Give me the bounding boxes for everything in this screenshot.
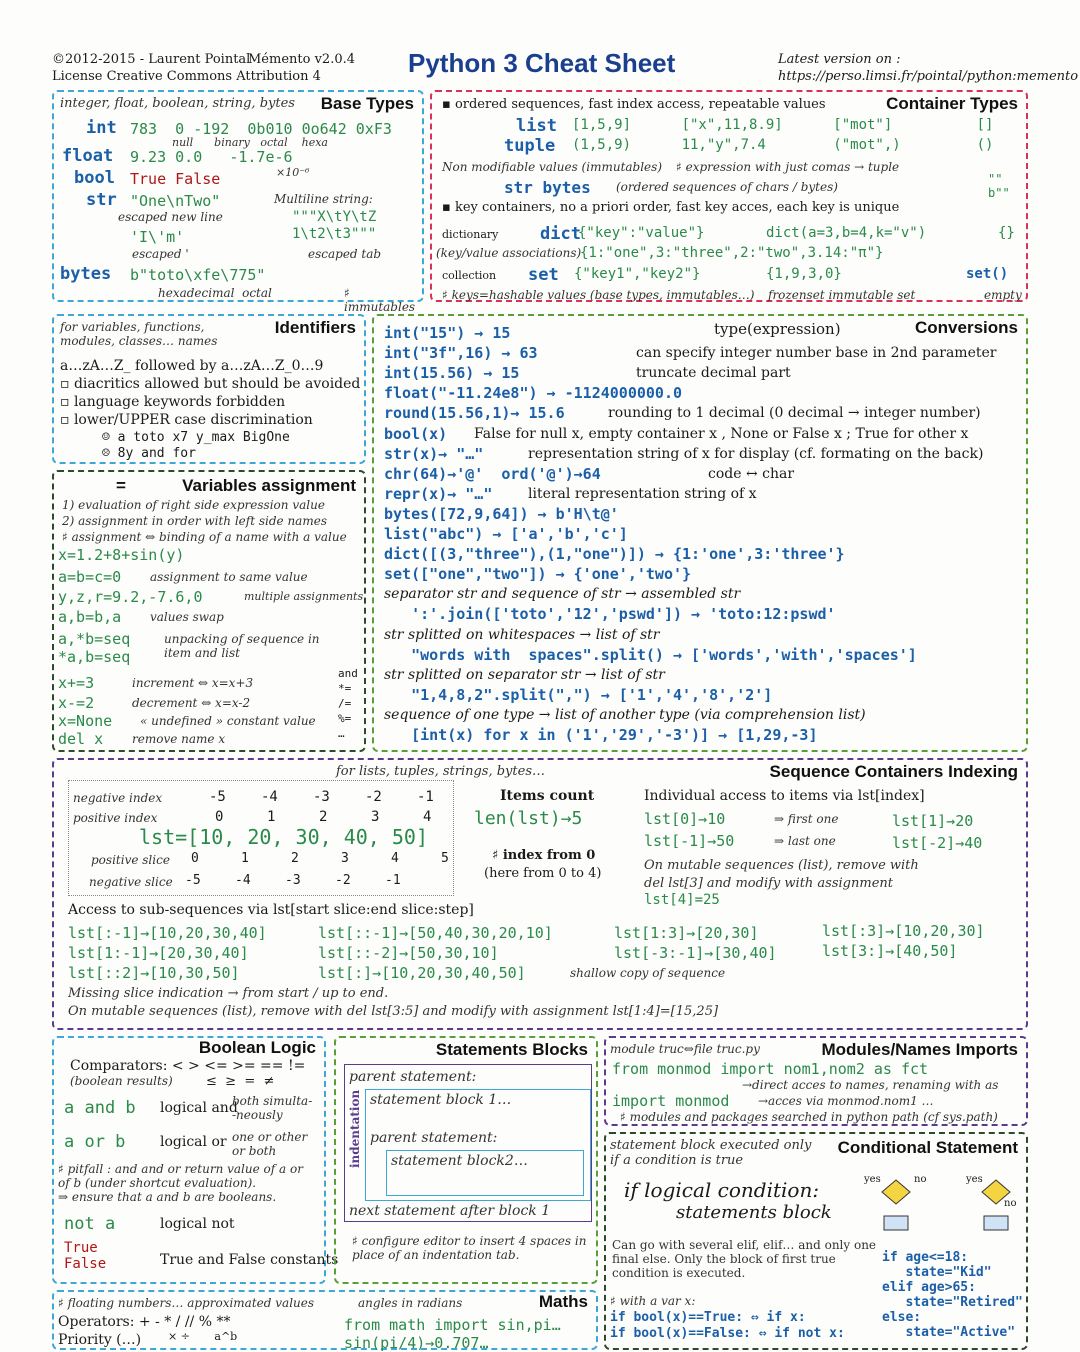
conversion-code: ':'.join(['toto','12','pswd']) → 'toto:12:pswd' xyxy=(384,605,836,624)
indexing-title: Sequence Containers Indexing xyxy=(769,762,1018,781)
copyright: ©2012-2015 - Laurent Pointal xyxy=(52,52,251,67)
boolean-panel xyxy=(52,1036,339,1284)
next-statement: next statement after block 1 xyxy=(349,1203,551,1219)
comparators: Comparators: < > <= >= == != xyxy=(70,1058,306,1074)
conversion-code: int("3f",16) → 63 xyxy=(384,344,538,363)
block-level-1 xyxy=(365,1089,591,1201)
int-keyword: int xyxy=(86,118,117,138)
flow-yes-1: yes xyxy=(864,1174,881,1185)
from-import: from monmod import nom1,nom2 as fct xyxy=(612,1060,929,1078)
tuple-expression-note: ♯ expression with just comas → tuple xyxy=(676,160,900,174)
flow-no-2: no xyxy=(1004,1198,1017,1209)
conversion-note: rounding to 1 decimal (0 decimal → integer number) xyxy=(608,405,981,422)
module-path-note: ♯ modules and packages searched in python path (cf sys.path) xyxy=(620,1110,998,1124)
index-range-note: (here from 0 to 4) xyxy=(484,866,602,881)
ordered-sequences: ▪ ordered sequences, fast index access, repeatable values xyxy=(442,97,826,112)
conditional-title: Conditional Statement xyxy=(837,1138,1018,1157)
neg-slice-cell: -4 xyxy=(235,873,251,888)
variables-panel xyxy=(52,470,366,752)
license: License Creative Commons Attribution 4 xyxy=(52,69,321,84)
assign-line-1: x=1.2+8+sin(y) xyxy=(58,546,185,564)
conversion-code: bool(x) xyxy=(384,424,448,443)
pos-index-cell: 2 xyxy=(319,809,328,825)
version: Mémento v2.0.4 xyxy=(248,52,356,67)
assign-line-5: a,*b=seq xyxy=(58,630,131,648)
del-example: del lst[3] and modify with assignment xyxy=(644,876,893,891)
missing-slice-note: Missing slice indication → from start / up to end. xyxy=(68,986,389,1001)
kv-note: (key/value associations) xyxy=(436,246,582,260)
flow-box-2 xyxy=(984,1216,1008,1230)
len-example: len(lst)→5 xyxy=(474,808,583,829)
conversion-note: can specify integer number base in 2nd parameter xyxy=(636,345,997,362)
identifier-rule-3: ▫ language keywords forbidden xyxy=(60,394,286,410)
str-bytes-keyword: str bytes xyxy=(504,178,591,197)
identifier-bad-examples: ☹ 8y and for xyxy=(102,446,196,461)
conversion-code: set(["one","two"]) → {'one','two'} xyxy=(384,565,692,584)
assign-line-3: y,z,r=9.2,-7.6,0 xyxy=(58,588,203,606)
conversion-code: "words with spaces".split() → ['words','with','spaces'] xyxy=(384,645,917,664)
conversion-code: int("15") → 15 xyxy=(384,324,511,342)
dict-value-3: {1:"one",3:"three",2:"two",3.14:"π"} xyxy=(580,245,884,261)
int-notes: null binary octal hexa xyxy=(172,136,328,149)
pos-slice-cell: 5 xyxy=(441,851,449,866)
conversion-note: str splitted on separator str → list of str xyxy=(384,666,665,683)
pos-index-cell: 1 xyxy=(267,809,276,825)
boolean-title: Boolean Logic xyxy=(198,1038,316,1057)
parent-statement-2: parent statement: xyxy=(370,1130,498,1146)
container-types-title: Container Types xyxy=(886,94,1018,113)
float-note: ×10⁻⁶ xyxy=(276,166,310,179)
dictionary-label: dictionary xyxy=(442,228,499,241)
assign-line-3-note: multiple assignments xyxy=(244,590,364,603)
empty-str-bytes: "" b"" xyxy=(988,172,1010,200)
import-module-note: →acces via monmod.nom1 … xyxy=(758,1094,934,1108)
set-value: {"key1","key2"} xyxy=(574,266,701,282)
statements-panel xyxy=(334,1036,598,1284)
identifiers-subtitle: for variables, functions, modules, classes… names xyxy=(60,320,218,348)
slice-5: lst[1:-1]→[20,30,40] xyxy=(68,944,249,962)
float-values: 9.23 0.0 -1.7e-6 xyxy=(130,148,293,166)
conversion-note: truncate decimal part xyxy=(636,365,791,382)
flowchart xyxy=(856,1174,1026,1244)
slice-4: lst[:3]→[10,20,30] xyxy=(822,922,985,940)
assign-line-2: a=b=c=0 xyxy=(58,568,122,586)
assign-note: ♯ assignment ⇔ binding of a name with a value xyxy=(62,530,347,544)
neg-index-cell: -4 xyxy=(261,789,278,805)
angles-note: angles in radians xyxy=(358,1296,463,1310)
conversion-code: "1,4,8,2".split(",") → ['1','4','8','2'] xyxy=(384,685,773,704)
flow-diamond-1 xyxy=(882,1180,910,1204)
conversion-code: round(15.56,1)→ 15.6 xyxy=(384,404,565,423)
immutables-note: ♯ immutables xyxy=(344,286,416,314)
assign-line-4: a,b=b,a xyxy=(58,608,122,626)
conversions-title: Conversions xyxy=(915,318,1018,337)
and-text: logical and xyxy=(160,1100,238,1116)
conditional-subtitle: statement block executed only if a condition is true xyxy=(610,1138,812,1168)
collection-label: collection xyxy=(442,269,497,282)
conversion-note: literal representation string of x xyxy=(528,485,757,502)
assign-step-1: 1) evaluation of right side expression value xyxy=(62,498,325,512)
math-import: from math import sin,pi… xyxy=(344,1316,561,1334)
assign-example: lst[4]=25 xyxy=(644,892,720,908)
conversion-code: str(x)→ "…" xyxy=(384,444,484,463)
positive-index-label: positive index xyxy=(73,811,158,825)
conversion-code: int(15.56) → 15 xyxy=(384,364,520,383)
negative-index-label: negative index xyxy=(73,791,163,805)
priority: Priority (…) xyxy=(58,1332,142,1348)
assign-symbol: = xyxy=(116,476,126,495)
decrement-note: decrement ⇔ x=x-2 xyxy=(132,696,251,710)
and-example: a and b xyxy=(64,1098,136,1118)
index-diagram xyxy=(68,780,454,896)
conversions-panel xyxy=(372,314,1028,752)
bool-keyword: bool xyxy=(74,168,115,188)
with-var-note: ♯ with a var x: xyxy=(610,1294,696,1308)
empty-label: empty xyxy=(984,288,1022,302)
base-types-subtitle: integer, float, boolean, string, bytes xyxy=(60,96,295,111)
conversion-code: dict([(3,"three"),(1,"one")]) → {1:'one',3:'three'} xyxy=(384,545,845,564)
mutable-slice-note: On mutable sequences (list), remove with del lst[3:5] and modify with assignment lst[1:4]=[15,25] xyxy=(68,1004,719,1019)
base-types-panel xyxy=(52,90,424,314)
assign-line-7: x+=3 xyxy=(58,674,95,692)
lst-definition: lst=[10, 20, 30, 40, 50] xyxy=(139,825,428,849)
conversion-note: sequence of one type → list of another type (via comprehension list) xyxy=(384,706,866,723)
pos-slice-cell: 0 xyxy=(191,851,199,866)
conversion-code: [int(x) for x in ('1','29','-3')] → [1,29,-3] xyxy=(384,726,818,744)
float-keyword: float xyxy=(62,146,114,166)
items-count-label: Items count xyxy=(500,788,595,804)
access-last: lst[-1]→50 xyxy=(644,832,735,850)
base-types-title: Base Types xyxy=(320,94,414,113)
pos-index-cell: 0 xyxy=(215,809,224,825)
negative-slice-label: negative slice xyxy=(89,875,173,889)
conditional-example: if age<=18: state="Kid" elif age>65: state="Retired" else: state="Active" xyxy=(882,1250,1023,1340)
if-line: if logical condition: xyxy=(624,1178,820,1202)
neg-index-cell: -3 xyxy=(313,789,330,805)
flow-no-1: no xyxy=(914,1174,927,1185)
latest-url[interactable]: https://perso.limsi.fr/pointal/python:memento xyxy=(778,69,1079,84)
pos-slice-cell: 1 xyxy=(241,851,249,866)
pos-index-cell: 3 xyxy=(371,809,380,825)
slice-2: lst[::-1]→[50,40,30,20,10] xyxy=(318,924,553,942)
indentation-config-note: ♯ configure editor to insert 4 spaces in place of an indentation tab. xyxy=(352,1234,587,1262)
conversion-note: representation string of x for display (cf. formating on the back) xyxy=(528,445,984,462)
maths-panel xyxy=(52,1290,598,1350)
true-false-text: True and False constants xyxy=(160,1252,339,1268)
bool-values: True False xyxy=(130,170,221,188)
slice-8: lst[3:]→[40,50] xyxy=(822,942,958,960)
access-second: lst[1]→20 xyxy=(892,812,974,830)
statement-block-1: statement block 1… xyxy=(370,1092,512,1108)
set-empty: set() xyxy=(966,266,1009,282)
tuple-keyword: tuple xyxy=(504,136,556,156)
or-example: a or b xyxy=(64,1132,126,1152)
tuple-values: (1,5,9) 11,"y",7.4 ("mot",) () xyxy=(572,137,994,153)
neg-slice-cell: -1 xyxy=(385,873,401,888)
int-values: 783 0 -192 0b010 0o642 0xF3 xyxy=(130,120,392,138)
block-level-2 xyxy=(386,1150,584,1196)
elif-note: Can go with several elif, elif… and only one final else. Only the block of first true condition is executed. xyxy=(612,1238,877,1280)
pos-slice-cell: 4 xyxy=(391,851,399,866)
variables-title: Variables assignment xyxy=(182,476,356,495)
container-types-panel xyxy=(430,90,1028,302)
neg-index-cell: -1 xyxy=(417,789,434,805)
access-first: lst[0]→10 xyxy=(644,810,726,828)
conversion-note: code ↔ char xyxy=(708,465,795,482)
pos-slice-cell: 3 xyxy=(341,851,349,866)
type-expression: type(expression) xyxy=(714,320,841,338)
bytes-value: b"toto\xfe\775" xyxy=(130,266,266,284)
slice-3: lst[1:3]→[20,30] xyxy=(614,924,759,942)
block-diagram xyxy=(344,1064,592,1222)
import-module: import monmod xyxy=(612,1092,730,1110)
index-from-zero: ♯ index from 0 xyxy=(492,848,596,863)
statements-title: Statements Blocks xyxy=(435,1040,588,1059)
conversion-note: str splitted on whitespaces → list of str xyxy=(384,626,660,643)
frozenset-note: frozenset immutable set xyxy=(768,288,916,302)
identifier-rule-2: ▫ diacritics allowed but should be avoided xyxy=(60,376,361,392)
slice-6: lst[::-2]→[50,30,10] xyxy=(318,944,499,962)
del-note: remove name x xyxy=(132,732,226,746)
str-bytes-note: (ordered sequences of chars / bytes) xyxy=(616,180,838,194)
dict-empty: {} xyxy=(998,225,1015,241)
operator-symbols: × ÷ a^b xyxy=(168,1330,238,1343)
dict-value-2: dict(a=3,b=4,k="v") xyxy=(766,225,927,241)
set-value-2: {1,9,3,0} xyxy=(766,266,842,282)
str-note: escaped new line xyxy=(118,210,223,224)
pos-index-cell: 4 xyxy=(423,809,432,825)
slice-9: lst[::2]→[10,30,50] xyxy=(68,964,240,982)
indexing-subtitle: for lists, tuples, strings, bytes… xyxy=(336,764,545,779)
conversion-note: separator str and sequence of str → assembled str xyxy=(384,586,741,603)
str-value-2: 'I\'m' xyxy=(130,228,185,246)
neg-slice-cell: -2 xyxy=(335,873,351,888)
shallow-copy-note: shallow copy of sequence xyxy=(570,966,726,980)
maths-title: Maths xyxy=(538,1292,588,1311)
multiline-1: """X\tY\tZ xyxy=(292,209,377,225)
pitfall-note: ♯ pitfall : and and or return value of a or of b (under shortcut evaluation). ⇒ ensure that a and b are booleans. xyxy=(58,1162,303,1204)
assign-line-6: *a,b=seq xyxy=(58,648,131,666)
str-keyword: str xyxy=(86,190,117,210)
indexing-panel xyxy=(52,758,1028,1030)
mutable-note: On mutable sequences (list), remove with xyxy=(644,858,919,873)
modules-title: Modules/Names Imports xyxy=(821,1040,1018,1059)
slice-10: lst[:]→[10,20,30,40,50] xyxy=(318,964,526,982)
increment-note: increment ⇔ x=x+3 xyxy=(132,676,254,690)
unpacking-note: unpacking of sequence in item and list xyxy=(164,632,320,660)
from-import-note: →direct acces to names, renaming with as xyxy=(742,1078,999,1092)
neg-index-cell: -5 xyxy=(209,789,226,805)
flow-box-1 xyxy=(884,1216,908,1230)
comparator-symbols: ≤ ≥ = ≠ xyxy=(206,1074,275,1089)
and-note: both simulta- -neously xyxy=(232,1094,313,1122)
multiline-label: Multiline string: xyxy=(274,192,373,206)
list-keyword: list xyxy=(516,116,557,136)
access-last-note: ⇒ last one xyxy=(774,834,836,848)
neg-index-cell: -2 xyxy=(365,789,382,805)
bytes-keyword: bytes xyxy=(60,264,112,284)
assign-line-2-note: assignment to same value xyxy=(150,570,308,584)
conditional-panel xyxy=(604,1132,1028,1350)
assign-line-9: x=None xyxy=(58,712,113,730)
assign-line-10: del x xyxy=(58,730,104,748)
conversion-code: chr(64)→'@' ord('@')→64 xyxy=(384,464,601,483)
positive-slice-label: positive slice xyxy=(91,853,170,867)
flow-yes-2: yes xyxy=(966,1174,983,1185)
pos-slice-cell: 2 xyxy=(291,851,299,866)
page-title: Python 3 Cheat Sheet xyxy=(408,48,676,78)
list-values: [1,5,9] ["x",11,8.9] ["mot"] [] xyxy=(572,117,994,133)
statement-block-2: statement block2… xyxy=(391,1153,528,1169)
neg-slice-cell: -3 xyxy=(285,873,301,888)
true-false: True False xyxy=(64,1240,107,1272)
or-text: logical or xyxy=(160,1134,227,1150)
access-first-note: ⇒ first one xyxy=(774,812,839,826)
dict-value: {"key":"value"} xyxy=(578,225,705,241)
truthy-check: if bool(x)==True: ⇔ if x: xyxy=(610,1310,806,1325)
str-value: "One\nTwo" xyxy=(130,192,221,210)
slice-1: lst[:-1]→[10,20,30,40] xyxy=(68,924,267,942)
falsy-check: if bool(x)==False: ⇔ if not x: xyxy=(610,1326,845,1341)
individual-access: Individual access to items via lst[index] xyxy=(644,788,925,804)
modules-subtitle: module truc⇔file truc.py xyxy=(610,1042,760,1056)
access-second-last: lst[-2]→40 xyxy=(892,834,983,852)
neg-slice-cell: -5 xyxy=(185,873,201,888)
none-note: « undefined » constant value xyxy=(140,714,316,728)
keys-note: ♯ keys=hashable values (base types, immutables…) xyxy=(442,288,755,302)
modules-panel xyxy=(604,1036,1028,1126)
conversion-code: repr(x)→ "…" xyxy=(384,484,493,503)
statements-block-label: statements block xyxy=(676,1202,832,1223)
latest-label: Latest version on : xyxy=(778,52,901,67)
assign-line-4-note: values swap xyxy=(150,610,224,624)
comparators-note: (boolean results) xyxy=(70,1074,173,1088)
indentation-label: indentation xyxy=(348,1089,362,1168)
float-approx-note: ♯ floating numbers… approximated values xyxy=(58,1296,315,1310)
multiline-2: 1\t2\t3""" xyxy=(292,226,377,242)
dict-keyword: dict xyxy=(540,224,581,244)
conversion-code: list("abc") → ['a','b','c'] xyxy=(384,525,628,543)
assign-step-2: 2) assignment in order with left side names xyxy=(62,514,327,528)
identifiers-title: Identifiers xyxy=(274,318,356,337)
bytes-notes: hexadecimal octal xyxy=(158,286,272,300)
slice-7: lst[-3:-1]→[30,40] xyxy=(614,944,777,962)
assign-line-8: x-=2 xyxy=(58,694,95,712)
sin-example: sin(pi/4)→0.707… xyxy=(344,1334,489,1352)
augmented-ops: and *= /= %= … xyxy=(338,667,358,740)
subsequence-access: Access to sub-sequences via lst[start slice:end slice:step] xyxy=(68,902,474,918)
set-keyword: set xyxy=(528,265,559,285)
conversion-note: False for null x, empty container x , None or False x ; True for other x xyxy=(474,425,969,442)
identifier-rule-4: ▫ lower/UPPER case discrimination xyxy=(60,412,313,428)
escaped-quote-note: escaped ' xyxy=(132,247,189,261)
or-note: one or other or both xyxy=(232,1130,308,1158)
identifiers-panel xyxy=(52,314,366,464)
not-example: not a xyxy=(64,1214,116,1234)
nonmodifiable-note: Non modifiable values (immutables) xyxy=(442,160,663,174)
operators: Operators: + - * / // % ** xyxy=(58,1314,231,1330)
key-containers: ▪ key containers, no a priori order, fast key acces, each key is unique xyxy=(442,200,900,215)
identifier-rule-1: a…zA…Z_ followed by a…zA…Z_0…9 xyxy=(60,358,324,374)
not-text: logical not xyxy=(160,1216,235,1232)
parent-statement-1: parent statement: xyxy=(349,1069,477,1085)
escaped-tab-note: escaped tab xyxy=(308,247,382,261)
conversion-code: bytes([72,9,64]) → b'H\t@' xyxy=(384,504,619,523)
conversion-code: float("-11.24e8") → -1124000000.0 xyxy=(384,384,683,403)
identifier-ok-examples: ☺ a toto x7 y_max BigOne xyxy=(102,430,290,445)
